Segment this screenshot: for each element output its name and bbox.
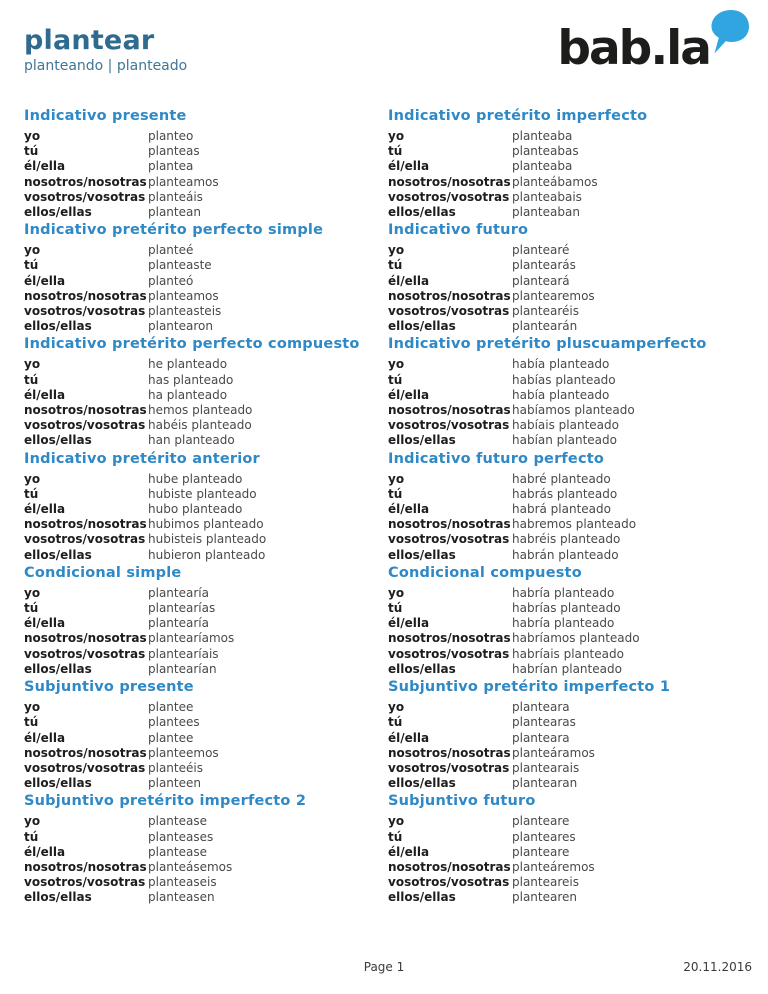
pronoun-label: él/ella — [24, 616, 66, 631]
verb-form: plantee — [148, 730, 194, 745]
verb-form: planteabais — [512, 189, 582, 204]
pronoun-label: ellos/ellas — [24, 319, 92, 334]
pronoun-label: él/ella — [24, 387, 66, 402]
footer-date: 20.11.2016 — [683, 960, 752, 974]
section-title: Indicativo pretérito perfecto compuesto — [24, 336, 360, 353]
conjugation-row — [388, 129, 752, 144]
verb-form: han planteado — [148, 433, 235, 448]
conjugation-row — [388, 319, 752, 334]
verb-form: planteaba — [512, 159, 573, 174]
conjugation-row — [388, 304, 752, 319]
conjugation-row — [388, 517, 752, 532]
pronoun-label: ellos/ellas — [24, 890, 92, 905]
pronoun-label: él/ella — [388, 844, 430, 859]
pronoun-label: él/ella — [388, 387, 430, 402]
conjugation-row — [24, 860, 388, 875]
conjugation-section — [24, 336, 388, 448]
pronoun-label: él/ella — [388, 502, 430, 517]
pronoun-label: tú — [388, 258, 403, 273]
conjugation-row — [388, 746, 752, 761]
verb-form: plantearemos — [512, 288, 595, 303]
conjugation-row — [388, 144, 752, 159]
verb-form: habría planteado — [512, 616, 615, 631]
pronoun-label: nosotros/nosotras — [388, 174, 511, 189]
verb-form: planteásemos — [148, 859, 233, 874]
verb-form: planteábamos — [512, 174, 598, 189]
conjugation-row — [24, 129, 388, 144]
verb-form: plantees — [148, 715, 200, 730]
pronoun-label: yo — [388, 700, 405, 715]
pronoun-label: vosotros/vosotras — [24, 532, 146, 547]
pronoun-label: él/ella — [24, 730, 66, 745]
verb-form: plantearé — [512, 243, 570, 258]
pronoun-label: tú — [388, 715, 403, 730]
verb-form: habían planteado — [512, 433, 617, 448]
pronoun-label: yo — [24, 357, 41, 372]
verb-form: hubo planteado — [148, 502, 243, 517]
verb-form: plantearíais — [148, 646, 219, 661]
pronoun-label: tú — [388, 486, 403, 501]
verb-form: plantearan — [512, 776, 578, 791]
pronoun-label: nosotros/nosotras — [24, 174, 147, 189]
verb-form: plantearais — [512, 760, 580, 775]
pronoun-label: él/ella — [388, 730, 430, 745]
section-title: Subjuntivo futuro — [388, 793, 536, 810]
conjugation-row — [388, 502, 752, 517]
verb-form: plantearíamos — [148, 631, 235, 646]
pronoun-label: nosotros/nosotras — [24, 631, 147, 646]
verb-form: planteó — [148, 273, 194, 288]
conjugation-row — [24, 502, 388, 517]
pronoun-label: vosotros/vosotras — [388, 760, 510, 775]
verb-form: plantearían — [148, 661, 217, 676]
conjugation-row — [24, 761, 388, 776]
pronoun-label: ellos/ellas — [388, 547, 456, 562]
conjugation-row — [24, 357, 388, 372]
conjugation-row — [388, 403, 752, 418]
pronoun-label: vosotros/vosotras — [388, 189, 510, 204]
conjugation-row — [388, 190, 752, 205]
section-title: Subjuntivo pretérito imperfecto 2 — [24, 793, 307, 810]
conjugation-section — [24, 565, 388, 677]
conjugation-row — [24, 830, 388, 845]
section-title: Indicativo futuro perfecto — [388, 450, 605, 467]
pronoun-label: ellos/ellas — [388, 890, 456, 905]
conjugation-row — [24, 258, 388, 273]
verb-form: planteares — [512, 829, 576, 844]
conjugation-row — [24, 814, 388, 829]
conjugation-row — [388, 418, 752, 433]
conjugation-section — [388, 108, 752, 220]
pronoun-label: nosotros/nosotras — [388, 859, 511, 874]
conjugation-row — [24, 388, 388, 403]
conjugation-row — [24, 715, 388, 730]
pronoun-label: yo — [388, 129, 405, 143]
verb-form: hubimos planteado — [148, 517, 264, 532]
pronoun-label: vosotros/vosotras — [24, 304, 146, 319]
conjugation-row — [24, 373, 388, 388]
verb-form: habías planteado — [512, 372, 616, 387]
conjugation-row — [388, 243, 752, 258]
babla-logo — [557, 20, 710, 78]
pronoun-label: él/ella — [24, 159, 66, 174]
conjugation-row — [388, 700, 752, 715]
verb-form: plantease — [148, 814, 207, 829]
conjugation-row — [24, 190, 388, 205]
conjugation-row — [388, 205, 752, 220]
conjugation-row — [24, 845, 388, 860]
verb-form: hube planteado — [148, 471, 243, 486]
pronoun-label: ellos/ellas — [24, 433, 92, 448]
conjugation-row — [388, 601, 752, 616]
conjugation-row — [388, 631, 752, 646]
conjugation-row — [24, 319, 388, 334]
section-title: Subjuntivo presente — [24, 679, 194, 696]
pronoun-label: yo — [24, 243, 41, 258]
conjugation-row — [24, 647, 388, 662]
footer-page-number: Page 1 — [363, 960, 405, 974]
conjugation-row — [24, 289, 388, 304]
pronoun-label: él/ella — [24, 273, 66, 288]
pronoun-label: tú — [388, 144, 403, 159]
conjugation-row — [388, 845, 752, 860]
pronoun-label: ellos/ellas — [24, 776, 92, 791]
verb-form: habrá planteado — [512, 502, 611, 517]
verb-form: habrían planteado — [512, 661, 622, 676]
verb-form: planteáremos — [512, 859, 595, 874]
conjugation-row — [388, 487, 752, 502]
pronoun-label: tú — [388, 601, 403, 616]
pronoun-label: yo — [24, 585, 41, 600]
conjugation-row — [24, 517, 388, 532]
verb-form: planteáis — [148, 189, 203, 204]
conjugation-row — [24, 890, 388, 905]
conjugation-row — [24, 776, 388, 791]
verb-form: habíamos planteado — [512, 403, 635, 418]
section-title: Indicativo pretérito anterior — [24, 450, 260, 467]
logo-speech-bubble-icon — [710, 9, 750, 55]
conjugation-row — [388, 274, 752, 289]
pronoun-label: él/ella — [388, 273, 430, 288]
conjugation-row — [388, 715, 752, 730]
conjugation-row — [388, 731, 752, 746]
conjugation-row — [24, 616, 388, 631]
verb-form: planteaseis — [148, 875, 217, 890]
verb-form: planteare — [512, 814, 570, 829]
conjugation-row — [24, 144, 388, 159]
conjugation-section — [388, 793, 752, 905]
verb-form: planteara — [512, 700, 570, 715]
pronoun-label: él/ella — [24, 502, 66, 517]
pronoun-label: vosotros/vosotras — [24, 646, 146, 661]
conjugation-row — [24, 548, 388, 563]
verb-form: plantearás — [512, 258, 576, 273]
conjugation-row — [388, 890, 752, 905]
verb-form: planteen — [148, 776, 201, 791]
pronoun-label: tú — [24, 486, 39, 501]
pronoun-label: nosotros/nosotras — [388, 631, 511, 646]
conjugation-row — [24, 746, 388, 761]
pronoun-label: yo — [388, 243, 405, 258]
conjugation-row — [388, 814, 752, 829]
conjugation-section — [24, 108, 388, 220]
pronoun-label: tú — [388, 829, 403, 844]
conjugation-section — [388, 565, 752, 677]
conjugation-row — [388, 357, 752, 372]
pronoun-label: nosotros/nosotras — [24, 403, 147, 418]
conjugation-row — [24, 875, 388, 890]
verb-form: habremos planteado — [512, 517, 637, 532]
verb-form: había planteado — [512, 357, 610, 372]
pronoun-label: yo — [388, 814, 405, 829]
conjugation-row — [24, 631, 388, 646]
pronoun-label: vosotros/vosotras — [24, 189, 146, 204]
pronoun-label: vosotros/vosotras — [388, 532, 510, 547]
verb-form: hubisteis planteado — [148, 532, 267, 547]
conjugation-row — [24, 731, 388, 746]
verb-form: plantee — [148, 700, 194, 715]
pronoun-label: ellos/ellas — [24, 661, 92, 676]
conjugation-row — [388, 159, 752, 174]
pronoun-label: tú — [24, 601, 39, 616]
babla-logo-text: bab.la — [557, 21, 710, 76]
conjugation-section — [24, 679, 388, 791]
conjugation-row — [388, 472, 752, 487]
verb-form: has planteado — [148, 372, 234, 387]
conjugation-row — [388, 616, 752, 631]
conjugation-row — [24, 175, 388, 190]
verb-form: planteáramos — [512, 745, 595, 760]
pronoun-label: tú — [24, 144, 39, 159]
verb-form: planteamos — [148, 174, 219, 189]
conjugation-row — [388, 289, 752, 304]
conjugation-section — [388, 451, 752, 563]
pronoun-label: nosotros/nosotras — [24, 745, 147, 760]
verb-form: plantearéis — [512, 304, 579, 319]
verb-form: plantea — [148, 159, 194, 174]
verb-form: planteasteis — [148, 304, 222, 319]
conjugation-row — [388, 258, 752, 273]
verb-form: planteará — [512, 273, 570, 288]
verb-form: habréis planteado — [512, 532, 621, 547]
pronoun-label: vosotros/vosotras — [388, 875, 510, 890]
conjugation-row — [24, 487, 388, 502]
pronoun-label: yo — [388, 585, 405, 600]
pronoun-label: vosotros/vosotras — [388, 304, 510, 319]
pronoun-label: ellos/ellas — [388, 319, 456, 334]
conjugation-row — [24, 274, 388, 289]
conjugation-row — [24, 586, 388, 601]
page-title: plantear — [24, 25, 155, 56]
pronoun-label: tú — [24, 372, 39, 387]
page-header — [24, 21, 744, 80]
conjugation-row — [24, 304, 388, 319]
verb-form: planteara — [512, 730, 570, 745]
conjugation-row — [24, 243, 388, 258]
conjugation-section — [388, 336, 752, 448]
verb-form: planteo — [148, 129, 194, 143]
verb-form: planteemos — [148, 745, 219, 760]
pronoun-label: nosotros/nosotras — [388, 517, 511, 532]
verb-form: planteabas — [512, 144, 579, 159]
conjugation-section — [388, 222, 752, 334]
pronoun-label: él/ella — [388, 616, 430, 631]
pronoun-label: ellos/ellas — [388, 433, 456, 448]
verb-form: planteaban — [512, 205, 580, 220]
conjugation-row — [388, 830, 752, 845]
verb-form: había planteado — [512, 387, 610, 402]
pronoun-label: yo — [388, 471, 405, 486]
conjugation-row — [24, 205, 388, 220]
pronoun-label: tú — [24, 829, 39, 844]
verb-form: hubiste planteado — [148, 486, 257, 501]
conjugation-section — [24, 793, 388, 905]
verb-form: plantease — [148, 844, 207, 859]
conjugation-row — [24, 700, 388, 715]
verb-form: habríais planteado — [512, 646, 624, 661]
conjugation-row — [24, 433, 388, 448]
verb-form: plantearán — [512, 319, 578, 334]
pronoun-label: ellos/ellas — [24, 547, 92, 562]
conjugation-row — [388, 776, 752, 791]
conjugation-row — [24, 662, 388, 677]
pronoun-label: nosotros/nosotras — [388, 745, 511, 760]
conjugation-row — [24, 472, 388, 487]
verb-form: planteéis — [148, 760, 203, 775]
verb-form: planteaba — [512, 129, 573, 143]
pronoun-label: vosotros/vosotras — [388, 646, 510, 661]
pronoun-label: vosotros/vosotras — [388, 418, 510, 433]
pronoun-label: tú — [24, 258, 39, 273]
verb-form: habrás planteado — [512, 486, 618, 501]
verb-form: habíais planteado — [512, 418, 619, 433]
conjugation-row — [388, 647, 752, 662]
conjugation-row — [388, 860, 752, 875]
section-title: Indicativo pretérito perfecto simple — [24, 222, 324, 239]
pronoun-label: vosotros/vosotras — [24, 418, 146, 433]
conjugation-row — [24, 418, 388, 433]
verb-form: planteare — [512, 844, 570, 859]
pronoun-label: tú — [388, 372, 403, 387]
section-title: Indicativo pretérito pluscuamperfecto — [388, 336, 707, 353]
verb-form: habré planteado — [512, 471, 611, 486]
pronoun-label: vosotros/vosotras — [24, 760, 146, 775]
pronoun-label: ellos/ellas — [388, 205, 456, 220]
pronoun-label: yo — [24, 471, 41, 486]
conjugation-section — [388, 679, 752, 791]
verb-form: plantearen — [512, 890, 578, 905]
conjugation-row — [388, 532, 752, 547]
verb-form: ha planteado — [148, 387, 228, 402]
conjugation-row — [388, 662, 752, 677]
conjugation-section — [24, 451, 388, 563]
pronoun-label: nosotros/nosotras — [388, 288, 511, 303]
conjugation-row — [24, 532, 388, 547]
pronoun-label: él/ella — [24, 844, 66, 859]
verb-form: plantearía — [148, 616, 209, 631]
verb-form: habrán planteado — [512, 547, 619, 562]
conjugation-row — [388, 586, 752, 601]
verb-form: planteé — [148, 243, 194, 258]
conjugation-row — [388, 433, 752, 448]
conjugation-row — [388, 175, 752, 190]
pronoun-label: él/ella — [388, 159, 430, 174]
verb-form: habéis planteado — [148, 418, 252, 433]
conjugation-row — [388, 548, 752, 563]
pronoun-label: nosotros/nosotras — [388, 403, 511, 418]
verb-form: hemos planteado — [148, 403, 253, 418]
section-title: Indicativo presente — [24, 108, 187, 124]
pronoun-label: yo — [24, 814, 41, 829]
pronoun-label: ellos/ellas — [388, 776, 456, 791]
verb-participle-forms: planteando | planteado — [24, 58, 188, 74]
verb-form: plantearas — [512, 715, 576, 730]
pronoun-label: ellos/ellas — [388, 661, 456, 676]
section-title: Condicional simple — [24, 564, 182, 581]
conjugation-row — [388, 388, 752, 403]
verb-form: plantearía — [148, 585, 209, 600]
verb-form: habría planteado — [512, 585, 615, 600]
verb-form: plantean — [148, 205, 201, 220]
conjugation-row — [24, 159, 388, 174]
conjugation-row — [24, 601, 388, 616]
pronoun-label: yo — [388, 357, 405, 372]
verb-form: plantearon — [148, 319, 213, 334]
pronoun-label: nosotros/nosotras — [24, 859, 147, 874]
section-title: Indicativo pretérito imperfecto — [388, 108, 648, 124]
section-title: Subjuntivo pretérito imperfecto 1 — [388, 679, 671, 696]
pronoun-label: vosotros/vosotras — [24, 875, 146, 890]
pronoun-label: nosotros/nosotras — [24, 288, 147, 303]
pronoun-label: ellos/ellas — [24, 205, 92, 220]
pronoun-label: nosotros/nosotras — [24, 517, 147, 532]
pronoun-label: yo — [24, 700, 41, 715]
verb-form: planteareis — [512, 875, 579, 890]
verb-form: planteaste — [148, 258, 212, 273]
verb-form: habríamos planteado — [512, 631, 640, 646]
conjugation-row — [24, 403, 388, 418]
verb-form: he planteado — [148, 357, 228, 372]
conjugation-row — [388, 875, 752, 890]
verb-form: habrías planteado — [512, 601, 621, 616]
pronoun-label: yo — [24, 129, 41, 143]
verb-form: planteamos — [148, 288, 219, 303]
verb-form: hubieron planteado — [148, 547, 266, 562]
conjugation-grid — [24, 108, 744, 908]
page-footer — [0, 960, 768, 976]
verb-form: planteases — [148, 829, 214, 844]
conjugation-row — [388, 373, 752, 388]
conjugation-row — [388, 761, 752, 776]
section-title: Indicativo futuro — [388, 222, 529, 239]
verb-form: plantearías — [148, 601, 216, 616]
verb-form: planteas — [148, 144, 200, 159]
pronoun-label: tú — [24, 715, 39, 730]
conjugation-section — [24, 222, 388, 334]
section-title: Condicional compuesto — [388, 564, 582, 581]
verb-form: planteasen — [148, 890, 215, 905]
